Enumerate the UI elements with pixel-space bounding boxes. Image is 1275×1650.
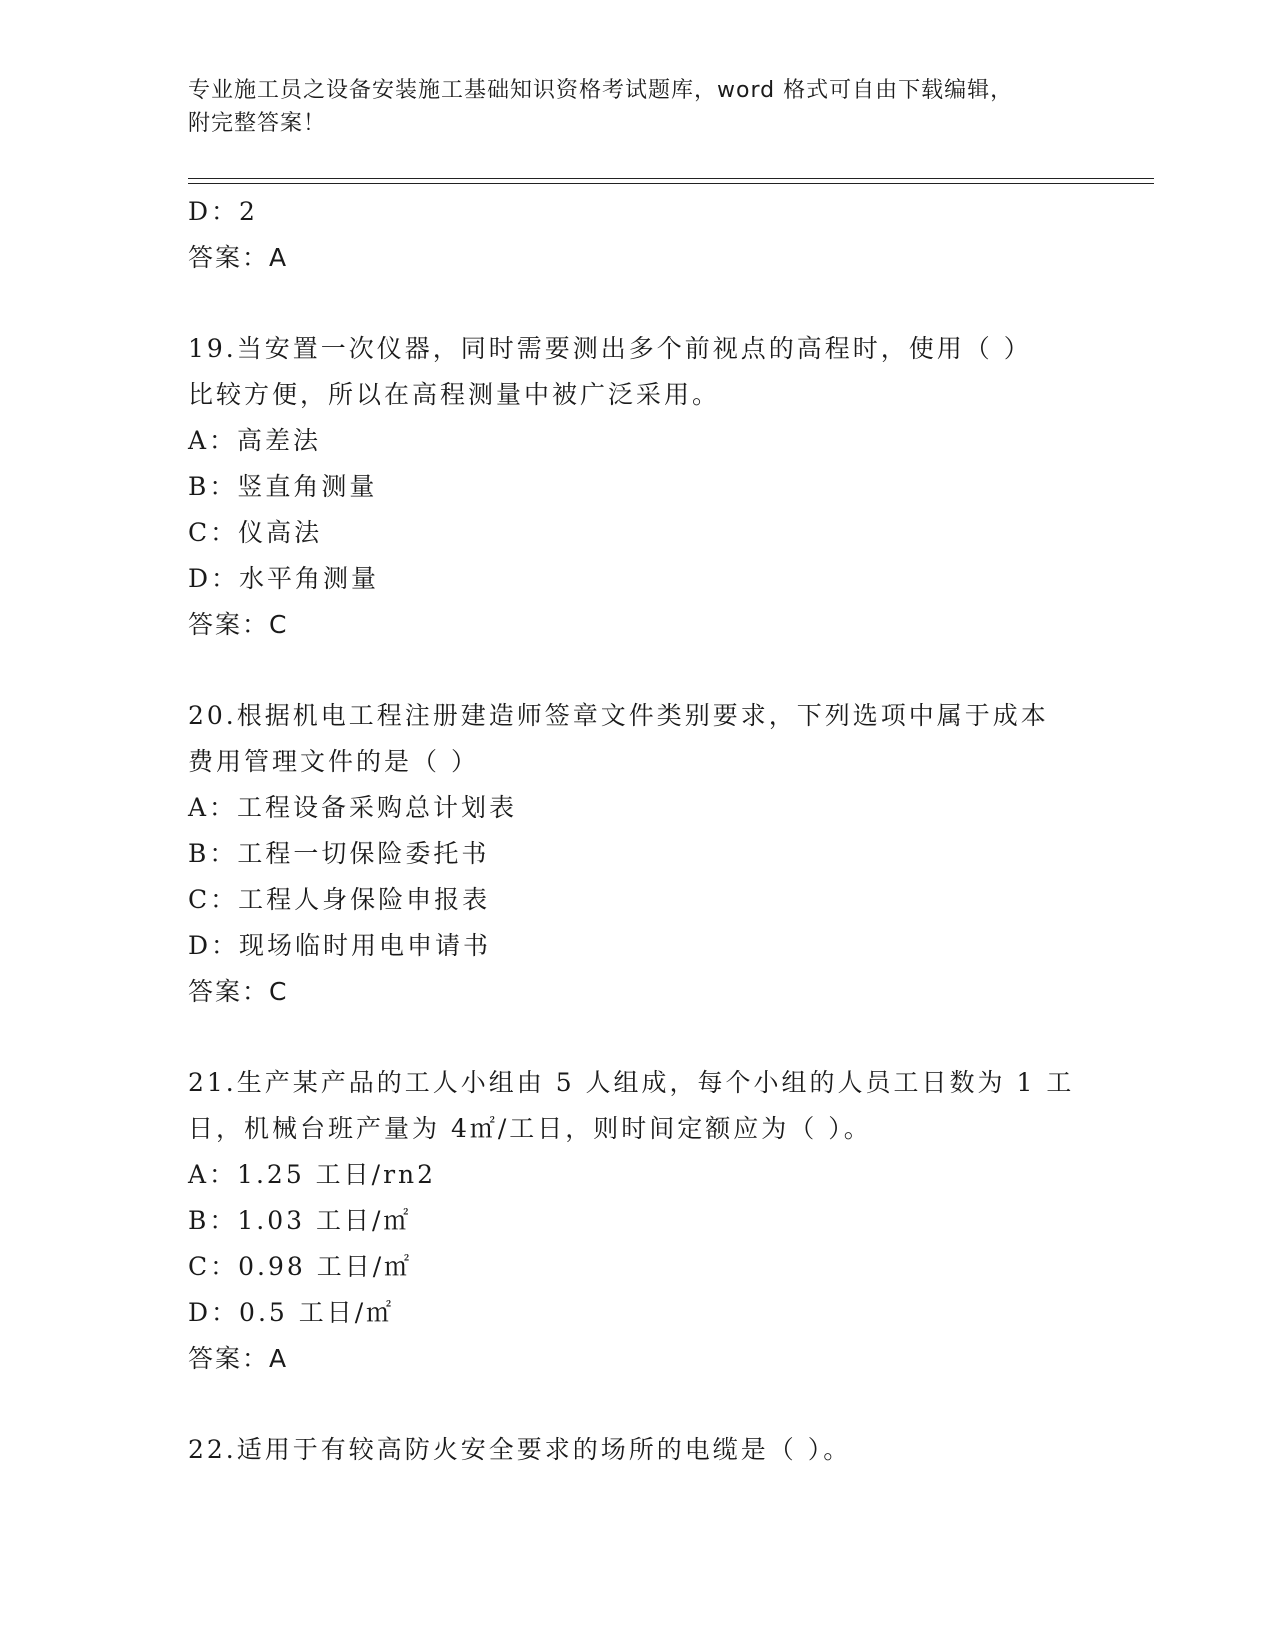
header-divider-bottom [188,183,1154,184]
answer: 答案：A [188,1344,289,1373]
option-d: D：0.5 工日/㎡ [188,1298,395,1327]
header-line-1: 专业施工员之设备安装施工基础知识资格考试题库，word 格式可自由下载编辑， [188,78,1014,103]
question-22 [188,1427,1088,1473]
spacer [188,1382,1088,1427]
spacer [188,648,1088,693]
spacer [188,281,1088,326]
document-header [188,74,1088,140]
question-stem-line-1: 22.适用于有较高防火安全要求的场所的电缆是（ ）。 [188,1435,852,1464]
header-divider-top [188,178,1154,179]
question-stem-line-1: 21.生产某产品的工人小组由 5 人组成，每个小组的人员工日数为 1 工 [188,1068,1075,1097]
option-d: D：现场临时用电申请书 [188,931,492,960]
question-stem-line-2: 日，机械台班产量为 4㎡/工日，则时间定额应为（ ）。 [188,1114,872,1143]
question-21 [188,1060,1088,1382]
answer: 答案：C [188,977,289,1006]
option-d: D：水平角测量 [188,564,380,593]
option-b: B：1.03 工日/㎡ [188,1206,412,1235]
option-c: C：0.98 工日/㎡ [188,1252,413,1281]
prev-answer: 答案：A [188,243,289,272]
question-stem-line-1: 20.根据机电工程注册建造师签章文件类别要求，下列选项中属于成本 [188,701,1049,730]
prev-option-d: D：2 [188,197,258,226]
option-a: A：工程设备采购总计划表 [188,793,518,822]
header-line-2: 附完整答案！ [188,111,327,136]
question-19 [188,326,1088,648]
question-stem-line-2: 费用管理文件的是（ ） [188,747,479,776]
option-b: B：竖直角测量 [188,472,378,501]
question-stem-line-1: 19.当安置一次仪器，同时需要测出多个前视点的高程时，使用（ ） [188,334,1032,363]
question-stem-line-2: 比较方便，所以在高程测量中被广泛采用。 [188,380,721,409]
option-c: C：工程人身保险申报表 [188,885,491,914]
option-a: A：1.25 工日/rn2 [188,1160,437,1189]
option-c: C：仪高法 [188,518,323,547]
question-20 [188,693,1088,1015]
question-list [188,189,1088,1473]
option-b: B：工程一切保险委托书 [188,839,490,868]
answer: 答案：C [188,610,289,639]
option-a: A：高差法 [188,426,322,455]
spacer [188,1015,1088,1060]
